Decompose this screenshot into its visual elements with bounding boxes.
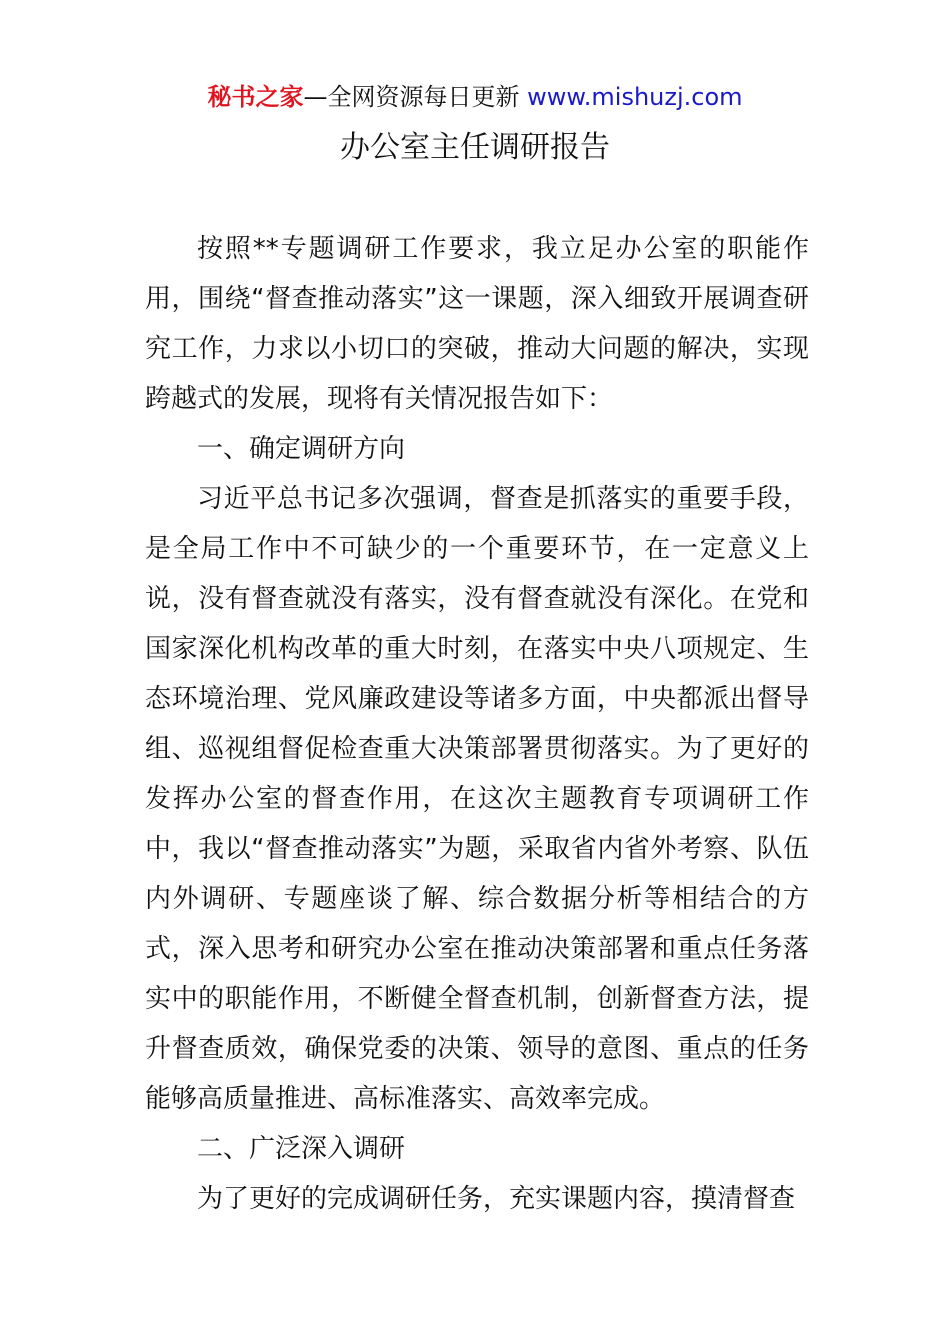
site-header [0,80,950,114]
site-tagline: —全网资源每日更新 [303,83,528,111]
section-paragraph-2: 为了更好的完成调研任务，充实课题内容，摸清督查 [197,1184,796,1214]
section-heading-2: 二、广泛深入调研 [197,1134,406,1164]
section-paragraph-1: 习近平总书记多次强调，督查是抓落实的重要手段，是全局工作中不可缺少的一个重要环节，在一定意义上说，没有督查就没有落实，没有督查就没有深化。在党和国家深化机构改革的重大时刻，在落实中央八项规定、生态环境治理、党风廉政建设等诸多方面，中央都派出督导组、巡视组督促检查重大决策部署贯彻落实。为了更好的发挥办公室的督查作用，在这次主题教育专项调研工作中，我以“督查推动落实”为题，采取省内省外考察、队伍内外调研、专题座谈了解、综合数据分析等相结合的方式，深入思考和研究办公室在推动决策部署和重点任务落实中的职能作用，不断健全督查机制，创新督查方法，提升督查质效，确保党委的决策、领导的意图、重点的任务能够高质量推进、高标准落实、高效率完成。 [145,484,809,1114]
section-heading-1: 一、确定调研方向 [197,434,406,464]
document-body [145,224,809,1224]
intro-paragraph: 按照**专题调研工作要求，我立足办公室的职能作用，围绕“督查推动落实”这一课题，深入细致开展调查研究工作，力求以小切口的突破，推动大问题的解决，实现跨越式的发展，现将有关情况报告如下： [145,234,809,414]
document-title: 办公室主任调研报告 [340,130,610,165]
site-brand: 秘书之家 [207,83,304,111]
site-url-link[interactable]: www.mishuzj.com [527,83,743,111]
